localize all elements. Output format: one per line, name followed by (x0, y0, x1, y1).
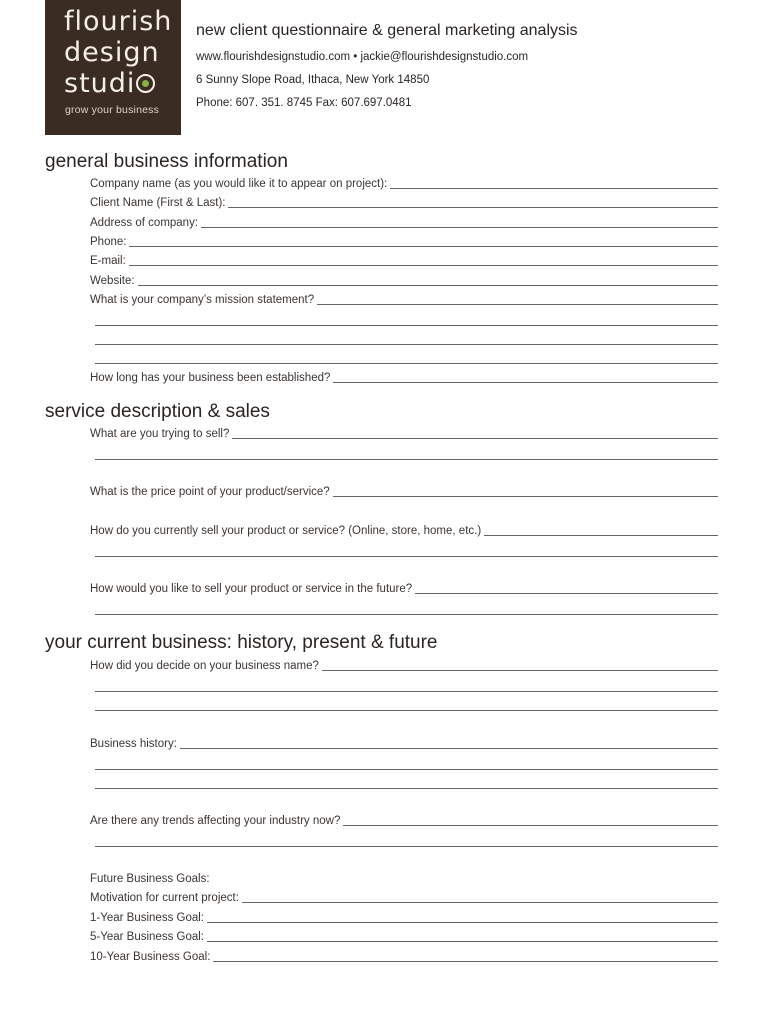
answer-line-extra[interactable] (95, 691, 718, 692)
field-label: Website: (90, 275, 135, 287)
answer-line[interactable] (415, 593, 718, 594)
section-title-general: general business information (45, 151, 288, 172)
field-label: How did you decide on your business name? (90, 660, 319, 672)
answer-line-extra[interactable] (95, 459, 718, 460)
field-label: How would you like to sell your product or service in the future? (90, 583, 413, 595)
field-label: Phone: (90, 236, 127, 248)
field-label: How do you currently sell your product or service? (Online, store, home, etc.) (90, 525, 482, 537)
contact-phone-fax: Phone: 607. 351. 8745 Fax: 607.697.0481 (196, 97, 412, 109)
field-history[interactable] (90, 737, 718, 751)
field-label: Client Name (First & Last): (90, 197, 226, 209)
field-email[interactable] (90, 254, 718, 268)
answer-line-extra[interactable] (95, 344, 718, 345)
field-label: What are you trying to sell? (90, 428, 230, 440)
field-price-point[interactable] (90, 485, 718, 499)
answer-line-extra[interactable] (95, 614, 718, 615)
logo-word-design: design (64, 37, 160, 68)
field-name-decision[interactable] (90, 659, 718, 673)
answer-line[interactable] (322, 670, 718, 671)
field-website[interactable] (90, 274, 718, 288)
answer-line[interactable] (129, 265, 718, 266)
field-address[interactable] (90, 216, 718, 230)
answer-line-extra[interactable] (95, 769, 718, 770)
field-goal-5yr[interactable] (90, 930, 718, 944)
field-motivation[interactable] (90, 891, 718, 905)
field-label: 1-Year Business Goal: (90, 912, 205, 924)
answer-line[interactable] (228, 207, 718, 208)
logo-word-studio (64, 70, 174, 97)
field-label: Address of company: (90, 217, 199, 229)
answer-line[interactable] (333, 496, 718, 497)
answer-line[interactable] (232, 438, 718, 439)
answer-line[interactable] (333, 382, 718, 383)
logo-word-studio-text: studi (64, 68, 136, 99)
field-label: E-mail: (90, 255, 126, 267)
field-established[interactable] (90, 371, 718, 385)
answer-line-extra[interactable] (95, 846, 718, 847)
answer-line-extra[interactable] (95, 325, 718, 326)
answer-line-extra[interactable] (95, 710, 718, 711)
field-goal-10yr[interactable] (90, 950, 718, 964)
field-company-name[interactable] (90, 177, 718, 191)
answer-line[interactable] (201, 227, 718, 228)
field-goal-1yr[interactable] (90, 911, 718, 925)
field-label: Company name (as you would like it to appear on project): (90, 178, 388, 190)
contact-web-email: www.flourishdesignstudio.com • jackie@flourishdesignstudio.com (196, 51, 529, 63)
answer-line[interactable] (213, 961, 718, 962)
field-label: Are there any trends affecting your industry now? (90, 815, 341, 827)
document-title: new client questionnaire & general marketing analysis (196, 22, 578, 39)
answer-line[interactable] (129, 246, 718, 247)
leaf-dot-icon (136, 74, 155, 93)
answer-line[interactable] (207, 941, 718, 942)
answer-line[interactable] (317, 304, 718, 305)
answer-line[interactable] (242, 902, 718, 903)
field-label: What is your company’s mission statement? (90, 294, 315, 306)
section-title-service: service description & sales (45, 401, 270, 422)
field-trends[interactable] (90, 814, 718, 828)
answer-line-extra[interactable] (95, 788, 718, 789)
field-label: Motivation for current project: (90, 892, 239, 904)
field-label: 5-Year Business Goal: (90, 931, 205, 943)
answer-line[interactable] (180, 748, 718, 749)
field-phone[interactable] (90, 235, 718, 249)
field-label: Future Business Goals: (90, 873, 210, 885)
contact-address: 6 Sunny Slope Road, Ithaca, New York 14850 (196, 74, 430, 86)
answer-line[interactable] (484, 535, 718, 536)
answer-line[interactable] (138, 285, 718, 286)
answer-line[interactable] (343, 825, 718, 826)
field-label: 10-Year Business Goal: (90, 951, 211, 963)
field-selling[interactable] (90, 427, 718, 441)
field-client-name[interactable] (90, 196, 718, 210)
answer-line[interactable] (207, 922, 718, 923)
field-future-sales[interactable] (90, 582, 718, 596)
answer-line[interactable] (390, 188, 718, 189)
field-label: What is the price point of your product/service? (90, 486, 330, 498)
field-label: How long has your business been established? (90, 372, 331, 384)
field-label: Business history: (90, 738, 177, 750)
answer-line-extra[interactable] (95, 363, 718, 364)
field-mission[interactable] (90, 293, 718, 307)
section-title-business: your current business: history, present & future (45, 632, 438, 653)
logo-tagline: grow your business (65, 104, 160, 116)
field-current-sales[interactable] (90, 524, 718, 538)
logo-word-flourish: flourish (64, 6, 173, 37)
answer-line-extra[interactable] (95, 556, 718, 557)
label-future-goals (90, 872, 718, 886)
logo (45, 0, 181, 135)
